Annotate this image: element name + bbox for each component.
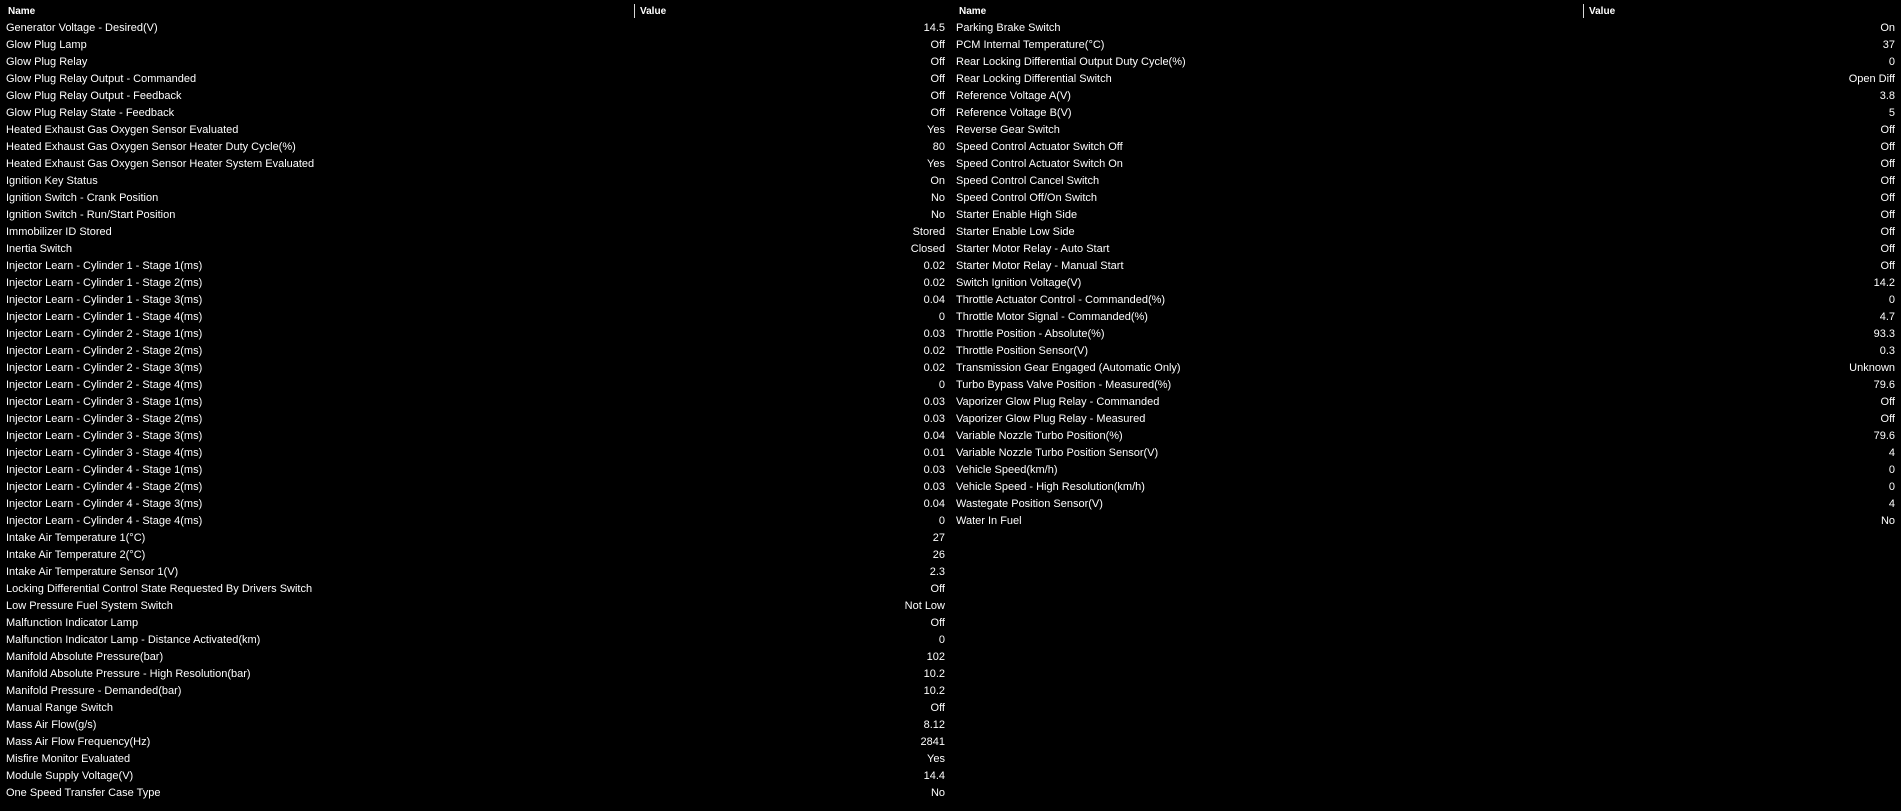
parameter-value: 0.03 xyxy=(923,464,945,476)
parameter-name: Variable Nozzle Turbo Position(%) xyxy=(956,430,1123,442)
parameter-value: 0.01 xyxy=(923,447,945,459)
parameter-value: No xyxy=(930,192,945,204)
parameter-value: Off xyxy=(930,90,945,102)
parameter-name: Turbo Bypass Valve Position - Measured(%) xyxy=(956,379,1172,391)
parameter-name: Rear Locking Differential Switch xyxy=(956,73,1112,85)
table-row[interactable] xyxy=(0,122,951,139)
parameter-name: Vaporizer Glow Plug Relay - Measured xyxy=(956,413,1146,425)
table-row[interactable] xyxy=(0,462,951,479)
parameter-value: Off xyxy=(930,107,945,119)
table-row[interactable] xyxy=(0,785,951,802)
table-row[interactable] xyxy=(0,615,951,632)
table-row[interactable] xyxy=(0,700,951,717)
table-row[interactable] xyxy=(951,513,1901,530)
parameter-name: Inertia Switch xyxy=(6,243,73,255)
table-row[interactable] xyxy=(0,309,951,326)
table-row[interactable] xyxy=(951,462,1901,479)
table-row[interactable] xyxy=(0,326,951,343)
table-row[interactable] xyxy=(0,241,951,258)
table-row[interactable] xyxy=(0,88,951,105)
table-body xyxy=(951,20,1901,530)
parameter-value: Off xyxy=(930,73,945,85)
table-row[interactable] xyxy=(951,360,1901,377)
parameter-value: No xyxy=(930,209,945,221)
table-row[interactable] xyxy=(951,190,1901,207)
parameter-value: 10.2 xyxy=(923,685,945,697)
parameter-name: Glow Plug Relay Output - Feedback xyxy=(6,90,182,102)
table-row[interactable] xyxy=(0,224,951,241)
parameter-name: Speed Control Actuator Switch On xyxy=(956,158,1123,170)
parameter-value: Off xyxy=(930,617,945,629)
table-row[interactable] xyxy=(951,428,1901,445)
table-row[interactable] xyxy=(0,37,951,54)
parameter-name: Injector Learn - Cylinder 1 - Stage 4(ms) xyxy=(6,311,203,323)
parameter-value: Not Low xyxy=(904,600,945,612)
parameter-value: Yes xyxy=(927,124,945,136)
parameter-name: Throttle Position - Absolute(%) xyxy=(956,328,1105,340)
parameter-value: 0 xyxy=(1888,56,1895,68)
parameter-name: Intake Air Temperature 2(°C) xyxy=(6,549,146,561)
table-row[interactable] xyxy=(951,54,1901,71)
table-row[interactable] xyxy=(0,683,951,700)
table-row[interactable] xyxy=(951,37,1901,54)
table-row[interactable] xyxy=(0,666,951,683)
parameter-name: Mass Air Flow Frequency(Hz) xyxy=(6,736,151,748)
parameter-name: Heated Exhaust Gas Oxygen Sensor Evaluated xyxy=(6,124,239,136)
parameter-name: Ignition Switch - Run/Start Position xyxy=(6,209,176,221)
parameter-value: 0.04 xyxy=(923,430,945,442)
table-row[interactable] xyxy=(951,394,1901,411)
parameter-value: 0.03 xyxy=(923,396,945,408)
table-row[interactable] xyxy=(951,479,1901,496)
table-row[interactable] xyxy=(0,564,951,581)
parameter-value: 0.03 xyxy=(923,328,945,340)
table-row[interactable] xyxy=(0,411,951,428)
parameter-name: Low Pressure Fuel System Switch xyxy=(6,600,173,612)
parameter-value: 5 xyxy=(1888,107,1895,119)
table-row[interactable] xyxy=(951,326,1901,343)
parameter-value: 8.12 xyxy=(923,719,945,731)
table-row[interactable] xyxy=(0,190,951,207)
parameter-value: No xyxy=(1880,515,1895,527)
parameter-name: Speed Control Actuator Switch Off xyxy=(956,141,1123,153)
table-row[interactable] xyxy=(0,105,951,122)
table-row[interactable] xyxy=(951,258,1901,275)
parameter-name: PCM Internal Temperature(°C) xyxy=(956,39,1105,51)
table-row[interactable] xyxy=(0,496,951,513)
table-row[interactable] xyxy=(951,377,1901,394)
table-header xyxy=(0,3,951,20)
table-row[interactable] xyxy=(0,581,951,598)
parameter-value: 2841 xyxy=(920,736,945,748)
right-data-table xyxy=(951,3,1901,530)
table-row[interactable] xyxy=(0,20,951,37)
table-row[interactable] xyxy=(0,768,951,785)
parameter-value: Unknown xyxy=(1849,362,1895,374)
table-row[interactable] xyxy=(0,479,951,496)
parameter-value: 0.02 xyxy=(923,260,945,272)
parameter-name: Manifold Absolute Pressure - High Resolution(bar) xyxy=(6,668,251,680)
table-row[interactable] xyxy=(0,428,951,445)
parameter-name: Module Supply Voltage(V) xyxy=(6,770,134,782)
parameter-value: 0 xyxy=(1888,294,1895,306)
parameter-value: Off xyxy=(1880,124,1895,136)
column-header-value[interactable]: Value xyxy=(640,6,667,17)
parameter-name: Glow Plug Relay State - Feedback xyxy=(6,107,175,119)
parameter-name: Manifold Pressure - Demanded(bar) xyxy=(6,685,182,697)
parameter-name: Parking Brake Switch xyxy=(956,22,1061,34)
parameter-name: Reference Voltage B(V) xyxy=(956,107,1072,119)
parameter-value: 0 xyxy=(938,634,945,646)
parameter-value: 10.2 xyxy=(923,668,945,680)
parameter-name: Injector Learn - Cylinder 3 - Stage 1(ms) xyxy=(6,396,203,408)
parameter-name: Injector Learn - Cylinder 3 - Stage 4(ms) xyxy=(6,447,203,459)
parameter-name: Reference Voltage A(V) xyxy=(956,90,1071,102)
parameter-value: No xyxy=(930,787,945,799)
parameter-name: Injector Learn - Cylinder 4 - Stage 1(ms) xyxy=(6,464,203,476)
table-row[interactable] xyxy=(0,207,951,224)
parameter-value: 0 xyxy=(938,515,945,527)
parameter-value: Off xyxy=(1880,192,1895,204)
table-row[interactable] xyxy=(0,275,951,292)
column-resize-handle[interactable] xyxy=(1583,4,1584,18)
table-row[interactable] xyxy=(951,496,1901,513)
parameter-value: 102 xyxy=(926,651,945,663)
parameter-value: 0 xyxy=(938,379,945,391)
parameter-value: 0.02 xyxy=(923,277,945,289)
table-row[interactable] xyxy=(0,377,951,394)
parameter-value: 79.6 xyxy=(1873,430,1895,442)
parameter-name: Throttle Motor Signal - Commanded(%) xyxy=(956,311,1148,323)
parameter-name: Heated Exhaust Gas Oxygen Sensor Heater Duty Cycle(%) xyxy=(6,141,296,153)
table-row[interactable] xyxy=(0,530,951,547)
parameter-name: Heated Exhaust Gas Oxygen Sensor Heater System Evaluated xyxy=(6,158,315,170)
parameter-name: Manifold Absolute Pressure(bar) xyxy=(6,651,164,663)
parameter-value: 4 xyxy=(1888,498,1895,510)
parameter-value: Off xyxy=(1880,243,1895,255)
parameter-name: Transmission Gear Engaged (Automatic Only) xyxy=(956,362,1181,374)
table-row[interactable] xyxy=(951,343,1901,360)
parameter-name: Throttle Position Sensor(V) xyxy=(956,345,1089,357)
table-row[interactable] xyxy=(951,156,1901,173)
parameter-value: 4.7 xyxy=(1879,311,1895,323)
table-row[interactable] xyxy=(0,547,951,564)
parameter-name: Injector Learn - Cylinder 4 - Stage 2(ms) xyxy=(6,481,203,493)
parameter-value: 0.3 xyxy=(1879,345,1895,357)
parameter-name: Vaporizer Glow Plug Relay - Commanded xyxy=(956,396,1160,408)
table-row[interactable] xyxy=(0,717,951,734)
parameter-value: 0.02 xyxy=(923,362,945,374)
parameter-value: 0 xyxy=(938,311,945,323)
table-row[interactable] xyxy=(951,411,1901,428)
table-row[interactable] xyxy=(0,632,951,649)
table-row[interactable] xyxy=(951,71,1901,88)
table-header xyxy=(951,3,1901,20)
parameter-value: Off xyxy=(930,56,945,68)
column-header-name[interactable]: Name xyxy=(959,6,987,17)
parameter-value: 0.04 xyxy=(923,498,945,510)
left-data-table xyxy=(0,3,951,802)
parameter-name: Vehicle Speed - High Resolution(km/h) xyxy=(956,481,1145,493)
parameter-value: 14.5 xyxy=(923,22,945,34)
parameter-value: 0.02 xyxy=(923,345,945,357)
parameter-value: Off xyxy=(930,583,945,595)
table-row[interactable] xyxy=(0,173,951,190)
parameter-value: On xyxy=(1880,22,1895,34)
table-row[interactable] xyxy=(0,445,951,462)
parameter-value: 93.3 xyxy=(1873,328,1895,340)
parameter-name: Speed Control Cancel Switch xyxy=(956,175,1100,187)
parameter-name: Injector Learn - Cylinder 3 - Stage 3(ms) xyxy=(6,430,203,442)
parameter-value: Off xyxy=(1880,209,1895,221)
table-row[interactable] xyxy=(951,292,1901,309)
parameter-value: 27 xyxy=(932,532,945,544)
parameter-value: Closed xyxy=(910,243,945,255)
table-row[interactable] xyxy=(951,275,1901,292)
parameter-value: Off xyxy=(1880,260,1895,272)
parameter-name: Malfunction Indicator Lamp - Distance Activated(km) xyxy=(6,634,261,646)
parameter-name: Intake Air Temperature Sensor 1(V) xyxy=(6,566,179,578)
parameter-name: Starter Enable High Side xyxy=(956,209,1078,221)
parameter-name: Variable Nozzle Turbo Position Sensor(V) xyxy=(956,447,1159,459)
table-row[interactable] xyxy=(0,751,951,768)
parameter-value: Open Diff xyxy=(1848,73,1895,85)
table-row[interactable] xyxy=(951,207,1901,224)
parameter-name: Throttle Actuator Control - Commanded(%) xyxy=(956,294,1166,306)
parameter-name: Injector Learn - Cylinder 1 - Stage 3(ms) xyxy=(6,294,203,306)
parameter-value: 0 xyxy=(1888,464,1895,476)
table-row[interactable] xyxy=(0,513,951,530)
parameter-name: Starter Motor Relay - Manual Start xyxy=(956,260,1124,272)
parameter-name: Water In Fuel xyxy=(956,515,1022,527)
table-row[interactable] xyxy=(951,224,1901,241)
parameter-value: Off xyxy=(1880,141,1895,153)
table-row[interactable] xyxy=(0,71,951,88)
parameter-value: 0.03 xyxy=(923,481,945,493)
parameter-name: Rear Locking Differential Output Duty Cycle(%) xyxy=(956,56,1186,68)
parameter-name: Starter Enable Low Side xyxy=(956,226,1075,238)
parameter-name: Glow Plug Relay Output - Commanded xyxy=(6,73,197,85)
table-row[interactable] xyxy=(0,649,951,666)
parameter-name: Injector Learn - Cylinder 4 - Stage 4(ms) xyxy=(6,515,203,527)
table-row[interactable] xyxy=(0,343,951,360)
table-row[interactable] xyxy=(0,292,951,309)
parameter-value: Off xyxy=(1880,396,1895,408)
parameter-name: Injector Learn - Cylinder 4 - Stage 3(ms) xyxy=(6,498,203,510)
parameter-name: Speed Control Off/On Switch xyxy=(956,192,1098,204)
parameter-value: 3.8 xyxy=(1879,90,1895,102)
parameter-value: Off xyxy=(930,702,945,714)
table-row[interactable] xyxy=(0,734,951,751)
table-row[interactable] xyxy=(951,88,1901,105)
parameter-name: Mass Air Flow(g/s) xyxy=(6,719,97,731)
table-row[interactable] xyxy=(0,360,951,377)
table-row[interactable] xyxy=(951,20,1901,37)
column-header-value[interactable]: Value xyxy=(1589,6,1616,17)
parameter-name: Glow Plug Relay xyxy=(6,56,88,68)
parameter-value: 2.3 xyxy=(929,566,945,578)
parameter-value: 0 xyxy=(1888,481,1895,493)
table-row[interactable] xyxy=(951,309,1901,326)
table-row[interactable] xyxy=(0,54,951,71)
parameter-name: Locking Differential Control State Requested By Drivers Switch xyxy=(6,583,313,595)
table-body xyxy=(0,20,951,802)
parameter-name: Switch Ignition Voltage(V) xyxy=(956,277,1082,289)
parameter-name: Manual Range Switch xyxy=(6,702,114,714)
parameter-value: 0.04 xyxy=(923,294,945,306)
parameter-value: Yes xyxy=(927,158,945,170)
parameter-value: 0.03 xyxy=(923,413,945,425)
parameter-name: Malfunction Indicator Lamp xyxy=(6,617,139,629)
table-row[interactable] xyxy=(951,105,1901,122)
table-row[interactable] xyxy=(951,173,1901,190)
parameter-name: Ignition Key Status xyxy=(6,175,98,187)
parameter-name: Injector Learn - Cylinder 2 - Stage 1(ms) xyxy=(6,328,203,340)
table-row[interactable] xyxy=(951,122,1901,139)
parameter-name: Intake Air Temperature 1(°C) xyxy=(6,532,146,544)
parameter-value: Stored xyxy=(912,226,945,238)
parameter-value: 4 xyxy=(1888,447,1895,459)
parameter-name: Injector Learn - Cylinder 3 - Stage 2(ms) xyxy=(6,413,203,425)
parameter-name: Misfire Monitor Evaluated xyxy=(6,753,131,765)
column-header-name[interactable]: Name xyxy=(8,6,36,17)
parameter-value: 37 xyxy=(1882,39,1895,51)
parameter-name: Reverse Gear Switch xyxy=(956,124,1060,136)
parameter-value: 14.4 xyxy=(923,770,945,782)
parameter-name: Immobilizer ID Stored xyxy=(6,226,112,238)
table-row[interactable] xyxy=(951,241,1901,258)
table-row[interactable] xyxy=(0,598,951,615)
parameter-name: Injector Learn - Cylinder 2 - Stage 2(ms) xyxy=(6,345,203,357)
parameter-name: Injector Learn - Cylinder 2 - Stage 4(ms) xyxy=(6,379,203,391)
parameter-name: Injector Learn - Cylinder 1 - Stage 2(ms) xyxy=(6,277,203,289)
parameter-value: On xyxy=(930,175,945,187)
parameter-value: Off xyxy=(1880,226,1895,238)
parameter-name: Injector Learn - Cylinder 2 - Stage 3(ms) xyxy=(6,362,203,374)
parameter-value: 80 xyxy=(932,141,945,153)
parameter-value: Off xyxy=(930,39,945,51)
parameter-name: One Speed Transfer Case Type xyxy=(6,787,161,799)
parameter-value: Yes xyxy=(927,753,945,765)
parameter-value: 14.2 xyxy=(1873,277,1895,289)
table-row[interactable] xyxy=(0,394,951,411)
table-row[interactable] xyxy=(0,258,951,275)
parameter-value: Off xyxy=(1880,158,1895,170)
parameter-name: Wastegate Position Sensor(V) xyxy=(956,498,1103,510)
parameter-value: Off xyxy=(1880,413,1895,425)
column-resize-handle[interactable] xyxy=(634,4,635,18)
parameter-value: 79.6 xyxy=(1873,379,1895,391)
table-row[interactable] xyxy=(0,139,951,156)
parameter-name: Starter Motor Relay - Auto Start xyxy=(956,243,1110,255)
parameter-value: 26 xyxy=(932,549,945,561)
parameter-name: Generator Voltage - Desired(V) xyxy=(6,22,158,34)
parameter-value: Off xyxy=(1880,175,1895,187)
parameter-name: Vehicle Speed(km/h) xyxy=(956,464,1058,476)
parameter-name: Injector Learn - Cylinder 1 - Stage 1(ms) xyxy=(6,260,203,272)
parameter-name: Ignition Switch - Crank Position xyxy=(6,192,159,204)
table-row[interactable] xyxy=(0,156,951,173)
table-row[interactable] xyxy=(951,445,1901,462)
table-row[interactable] xyxy=(951,139,1901,156)
parameter-name: Glow Plug Lamp xyxy=(6,39,87,51)
